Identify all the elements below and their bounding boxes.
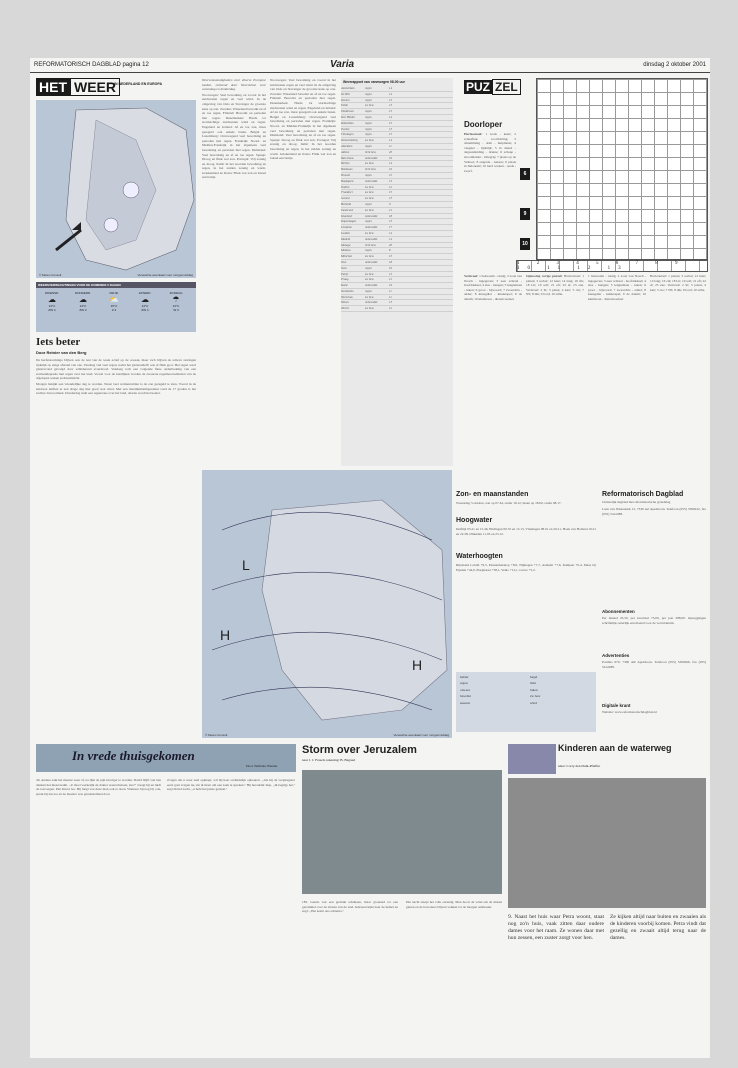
vertical-clues-cont: 1 bekwaam - rustig; 2 zoon van Noach - ingegeven; 3 zeer schraal - hoofddeksel; 4 slee - hangen; 5 lengtemaat - teken; 6 groot - bijwoord; 7 zwaardvis - adder; 8 knaagdier - kinderspel; 9 de datum; 10 kleinzoon - dierenvoedsel. [588, 274, 646, 301]
solution-text-cont: Horizontaal: 1 platen; 3 sorbet; 12 lenn; 14 lang; 16 cik; 18 Lit; 19 soll; 21 eft; 22 al; 23 ene. Verticaal: 2 lit; 3 palen; 4 kier; 5 ola; 7 NS; 8 dik; 9 bord; 10 stilte. [650, 274, 706, 292]
high-water-text: Delfzijl 03.21 en 15.46, Harlingen 00.55 en 13.13, Vlissingen 08.01 en 20.21, Hoek van Holland 10.21 en 22.38, IJmuiden 11.03 en 23.12. [456, 527, 596, 536]
solution-text: Horizontaal: 1 platen; 3 sorbet; 12 lenn; 14 lang; 16 cik; 18 Lit; 19 soll; 21 eft; 22 al; 23 ene. Verticaal: 2 lit; 3 palen; 4 kier; 5 ola; 7 NS; 8 dik; 9 bord; 10 stilte. [526, 274, 584, 297]
weather-table-cell: 20 [389, 242, 392, 247]
weather-table-cell: licht bew [365, 149, 376, 154]
weather-table-cell: regen [365, 132, 372, 137]
weather-table-cell: licht bew [365, 167, 376, 172]
weather-table-cell: München [341, 254, 353, 259]
subscriptions-text: Per maand 25,50, per kwartaal 75,00, per jaar 288,00. Opzeggingen schriftelijk, uiterlijk een maand voor de vervaldatum. [602, 616, 706, 625]
legend-item: bewolkt [460, 694, 471, 699]
weather-table-cell: zw bew [365, 103, 374, 108]
forecast-day-name: DONDERD. [74, 291, 91, 295]
weather-table-cell: Nice [341, 259, 347, 264]
weather-table-cell: Eelde [341, 103, 348, 108]
legend-item: helder [460, 675, 469, 679]
weather-table-cell: 13 [389, 126, 392, 131]
page-header [30, 58, 710, 73]
legend-col2 [530, 675, 590, 731]
kinderen-subtitle: tekst: Corry den Dulk-Pfeiffer [558, 764, 601, 768]
weather-table-cell: onbewolkt [365, 259, 378, 264]
high-water-title: Hoogwater [456, 517, 493, 524]
forecast-title: WEERSVERWACHTINGEN VOOR DE KOMENDE 5 DAGEN [36, 282, 196, 288]
puzzle-vertical-col [464, 274, 522, 382]
svg-text:L: L [242, 557, 250, 573]
weather-table-row [341, 306, 453, 312]
puzzle-title: Doorloper [464, 120, 503, 129]
europe-map-source: © Meteo Consult [205, 733, 228, 737]
weather-table-cell: Istanboel [341, 213, 353, 218]
forecast-temp: 15°C [110, 304, 118, 308]
netherlands-weather-map [36, 100, 196, 278]
weather-table-cell: 15 [389, 271, 392, 276]
weather-table-cell: onbewolkt [365, 155, 378, 160]
weather-table-cell: 8 [389, 248, 391, 253]
forecast-wind: Z 3 [111, 308, 117, 312]
legend-item: regen [460, 681, 468, 686]
weather-table-cell: regen [365, 86, 372, 90]
logo-weer: WEER [70, 78, 120, 96]
legend-item: wind [530, 700, 537, 705]
kinderen-logo [508, 744, 556, 774]
weather-table-cell: onbewolkt [365, 213, 378, 218]
netherlands-map-graphic [36, 100, 196, 278]
weather-table-cell: Rotterdam [341, 120, 354, 125]
weather-table-cell: onbewolkt [365, 225, 378, 230]
vertical-label: Verticaal: [464, 274, 479, 278]
weather-table-cell: regen [365, 126, 372, 131]
newspaper-page [30, 58, 710, 1058]
five-day-forecast [36, 282, 196, 332]
storm-title: Storm over Jeruzalem [302, 744, 417, 756]
map-caption-source: © Meteo Consult [39, 273, 62, 277]
vertical-clues: 1 bekwaam - rustig; 2 zoon van Noach - ingegeven; 3 zeer schraal - hoofddeksel; 4 slee - hangen; 5 lengtemaat - teken; 6 groot - bijwoord; 7 zwaardvis - adder; 8 knaagdier - kinderspel; 9 de datum; 10 kleinzoon - dierenvoedsel. [464, 274, 522, 301]
europe-weather-text-col1 [202, 78, 266, 466]
weather-table-cell: Stockholm [341, 288, 354, 293]
weather-table-cell: 11 [389, 143, 392, 148]
legend-item: zw bew [530, 694, 541, 699]
weather-column-text [36, 358, 196, 466]
map-caption-description: Verwachte weerkaart voor morgenmiddag [137, 273, 193, 277]
serial-title: In vrede thuisgekomen [72, 748, 195, 763]
forecast-day-name: VRIJD. [109, 291, 119, 295]
sun-moon-title: Zon- en maanstanden [456, 491, 529, 498]
europe-map-description: Verwachte weerkaart voor morgenmiddag [393, 733, 449, 737]
cloud-icon: ☁ [141, 295, 149, 304]
weather-table-cell: Zuid-Limburg [341, 138, 358, 143]
weather-table-cell: Vlissingen [341, 132, 354, 137]
weather-table-cell: 16 [389, 167, 392, 172]
weather-table-cell: regen [365, 120, 372, 125]
serial-text-col2: Zorgen dat u weer snel opknapt, wil hij haar onduidelijk opbeuren. ,,Als hij de verpleegster eerst gaat vragen nu, zie ik maar om een zaak te spreken.'' Hij herademt diep. ,,Ik begrijp het,'' zegt David zacht, ,,u hebt het juiste gedaan.'' [167, 778, 295, 792]
weather-table-cell: regen [365, 201, 372, 206]
weather-table-cell: regen [365, 219, 372, 224]
forecast-day [164, 291, 188, 329]
weather-table-cell: regen [365, 248, 372, 253]
weather-table-cell: 11 [389, 294, 392, 299]
kinderen-text-col1: 9. Naast het huis waar Petra woont, staat nog zo'n huis, vaak zitten daar oudere dames voor het raam. Ze wonen daar met hun zessen, een zuster zorgt voor hen. [508, 914, 604, 941]
weather-table-cell: 13 [389, 178, 392, 183]
puzzle-clues [464, 132, 516, 266]
legend-item: onweer [460, 687, 470, 692]
weather-table-cell: 15 [389, 132, 392, 137]
colophon-title: Reformatorisch Dagblad [602, 491, 684, 498]
solution-label: Oplossing vorige puzzel: [526, 274, 563, 278]
weather-table-cell: 19 [389, 155, 392, 160]
puzzle-vertical-col2 [588, 274, 646, 382]
sun-moon-text: Woensdag 3 oktober, zon op 07.44, onder 19.12; maan op 18.00, onder 08.17. [456, 501, 562, 505]
weather-table-cell: Genève [341, 196, 350, 201]
kinderen-banner [558, 744, 708, 772]
storm-illustration [302, 770, 502, 894]
weather-table-cell: 20 [389, 149, 392, 154]
weather-table-cell: 18 [389, 259, 392, 264]
weather-table-cell: 11 [389, 288, 392, 293]
weather-column-paragraph: De herfststorminga blijven ook de rest van de week actief op de oceaan, maar toch blijven de actieve storingen tijdelijk op enige afstand van ons. Vandaag viel veel regen, nadat het gisterenhelft ook al flink goot. Het regen werd gisteravond gevolgd door schilderend avondrood. Vandaag toch een volgende fikse onderbreking van een zomaandepresie met regen over het land. Vooral voor de kustlijnen worden de zwaarste regenhoeveelheden van de afgelopen weken probleemzicht. [36, 358, 196, 381]
weather-table-cell: Parijs [341, 271, 349, 276]
weather-table-cell: zw bew [365, 207, 374, 212]
europe-countries-text: Noorwegen: Veel bewolking en vooral in het zuidwesten regen en veel wind. In de omgeving van Oslo en Stavanger de grootste kans op zon. Zweden: Wisselend bewolkt en af en toe regen. Finland: Bewolkt en perioden met regen. Denemarken: Harde tot stormachtige zuidwesten wind en regen. Engeland en Ierland: Af en toe zon, maar geregeld ook enkele buien. België en Luxemburg: Overwegend veel bewolking en perioden met regen. Frankrijk: Noord- en Midden-Frankrijk in het algemeen veel bewolking en perioden met regen. Duitsland: Veel bewolking en af en toe regen. Spanje: Droog en flink wat zon. Portugal: Vrij zonnig en droog. Italië: In het noorden bewolking en regen, in het zuiden zonnig en warm. Griekenland en Kreta: Flink wat zon en lokaal een buitje. [202, 92, 266, 180]
puzzle-solution-col2 [650, 274, 706, 382]
svg-text:H: H [220, 627, 231, 643]
weather-table-cell: 13 [389, 97, 392, 102]
horizontal-label: Horizontaal: [464, 132, 483, 136]
legend-item: sneeuw [460, 700, 471, 705]
weather-table-cell: 15 [389, 172, 392, 177]
weather-table-cell: Barcelona [341, 155, 354, 160]
weather-table-cell: onbewolkt [365, 236, 378, 241]
header-paper-name: REFORMATORISCH DAGBLAD pagina 12 [34, 62, 149, 68]
weather-table-cell: regen [365, 91, 372, 96]
serial-banner [36, 744, 296, 772]
weather-table-cell: zw bew [365, 184, 374, 189]
weather-table-cell: Zürich [341, 306, 350, 311]
weather-table-cell: onbewolkt [365, 178, 378, 183]
forecast-temp: 13°C [172, 304, 180, 308]
weather-table-cell: zw bew [365, 138, 374, 143]
europe-weather-map [202, 470, 452, 738]
forecast-day-name: ZONDAG [169, 291, 183, 295]
kinderen-text-col2: Ze kijken altijd naar buiten en zwaaien als de kinderen voorbij komen. Petra vindt dat gezellig en zwaait altijd terug naar de dames. [610, 914, 706, 941]
weather-table-cell: zw bew [365, 230, 374, 235]
legend-item: hagel [530, 675, 538, 679]
weather-table-cell: Lissabon [341, 225, 352, 230]
weather-table-cell: Londen [341, 230, 350, 235]
colophon-sub: Christelijk dagblad met reformatorische grondslag [602, 500, 671, 504]
sun-cloud-icon: ⛅ [109, 295, 119, 304]
weather-table-cell: 14 [389, 91, 392, 96]
weather-table-cell: 14 [389, 236, 392, 241]
grid-row-label: 10 [520, 238, 530, 250]
weather-table-cell: 15 [389, 120, 392, 125]
weather-table-cell: Rome [341, 283, 348, 288]
puzzle-logo-part2: ZEL [492, 79, 521, 95]
weather-table-cell: Brussel [341, 172, 350, 177]
forecast-day-name: WOENSD. [44, 291, 60, 295]
weather-table-cell: Aberdeen [341, 143, 353, 148]
forecast-day [102, 291, 126, 329]
weather-table-cell: Eindhoven [341, 109, 354, 114]
solution-strip-numbers: 1 2 3 4 5 6 7 8 9 10 11 12 13 [517, 261, 686, 271]
ads-title: Advertenties [602, 653, 630, 658]
forecast-temp: 14°C [79, 304, 87, 308]
subscriptions-title: Abonnementen [602, 609, 635, 614]
weather-table-cell: 9 [389, 201, 391, 206]
legend-item: buien [530, 687, 538, 692]
puzzle-solution-col [526, 274, 584, 382]
weather-table-cell: 13 [389, 300, 392, 305]
weather-table-rows [341, 86, 453, 312]
weather-report-table [341, 78, 453, 466]
weather-table-cell: zw bew [365, 271, 374, 276]
weather-table-cell: Twente [341, 126, 350, 131]
europe-intro: Weersomstandigheden voor diverse Europese landen, ontleend door Weeronline voor woensdag en donderdag. [202, 78, 266, 92]
weather-table-cell: zw bew [365, 254, 374, 259]
weather-table-cell: Wenen [341, 300, 349, 305]
europe-countries-text: Noorwegen: Veel bewolking en vooral in het zuidwesten regen en veel wind. In de omgeving van Oslo en Stavanger de grootste kans op zon. Zweden: Wisselend bewolkt en af en toe regen. Finland: Bewolkt en perioden met regen. Denemarken: Harde tot stormachtige zuidwesten wind en regen. Engeland en Ierland: Af en toe zon, maar geregeld ook enkele buien. België en Luxemburg: Overwegend veel bewolking en perioden met regen. Frankrijk: Noord- en Midden-Frankrijk in het algemeen veel bewolking en perioden met regen. Duitsland: Veel bewolking en af en toe regen. Spanje: Droog en flink wat zon. Portugal: Vrij zonnig en droog. Italië: In het noorden bewolking en regen, in het zuiden zonnig en warm. Griekenland en Kreta: Flink wat zon en lokaal een buitje. [270, 78, 336, 161]
forecast-wind: ZW 4 [141, 308, 149, 312]
kinderen-title: Kinderen aan de waterweg [558, 743, 672, 753]
puzzle-grid [536, 78, 708, 260]
solution-strip [516, 260, 708, 272]
legend-col1 [460, 675, 520, 731]
puzzle-logo [464, 78, 521, 96]
weather-table-cell: 18 [389, 213, 392, 218]
weather-table-cell: Amsterdam [341, 86, 355, 90]
weather-table-title: Weerrapport van vanmorgen 08.00 uur [343, 80, 405, 84]
weather-table-cell: Bordeaux [341, 167, 353, 172]
weather-table-cell: Innsbruck [341, 207, 353, 212]
weather-table-cell: zw bew [365, 277, 374, 282]
weather-table-cell: Moskou [341, 248, 351, 253]
het-weer-logo [36, 78, 196, 96]
weather-table-cell: Oslo [341, 265, 347, 270]
svg-text:H: H [412, 657, 423, 673]
weather-table-cell: Deelen [341, 97, 350, 102]
weather-table-cell: regen [365, 172, 372, 177]
weather-table-cell: Helsinki [341, 201, 351, 206]
grid-row-label: 9 [520, 208, 530, 220]
weather-table-cell: regen [365, 288, 372, 293]
weather-table-cell: 17 [389, 225, 392, 230]
weather-table-cell: 12 [389, 184, 392, 189]
storm-subtitle: naar J. J. Fraseli, tekening: B. Bagaud [302, 758, 356, 762]
horizontal-clues: 1 zoals - kaart; 2 schaafbak - voorlichting; 3 afstemming - dolk - hulpmens; 4 vangnet - lijdelijk; 5 in dienst - dagaanduiding - drukte; 6 schaap - stroomleider - inbegrip; 7 plaats op de Veluwe; 8 engerde - ketsen; 9 plaats in Indonesië; 10 hard waaien - reeds - zwerf. [464, 132, 516, 173]
logo-subtitle: IN NEDERLAND EN EUROPA [114, 82, 162, 86]
weather-table-cell: onbewolkt [365, 283, 378, 288]
weather-table-cell: regen [365, 143, 372, 148]
water-levels-title: Waterhoogten [456, 553, 503, 560]
column-heading: Iets beter [36, 336, 81, 348]
europe-map-graphic [202, 470, 452, 738]
weather-table-cell: 12 [389, 306, 392, 311]
weather-table-cell: 14 [389, 114, 392, 119]
weather-table-cell: onbewolkt [365, 300, 378, 305]
colophon [602, 491, 706, 731]
weather-table-cell: regen [365, 97, 372, 102]
weather-table-cell: 13 [389, 103, 392, 108]
weather-table-cell: 13 [389, 254, 392, 259]
europe-weather-text-col2 [270, 78, 336, 466]
digital-title: Digitale krant [602, 703, 631, 708]
column-author: Door Reinier van den Berg [36, 350, 87, 355]
weather-table-cell: zw bew [365, 306, 374, 311]
forecast-day-name: ZATERD. [138, 291, 152, 295]
logo-het: HET [36, 78, 70, 96]
weather-table-cell: Praag [341, 277, 349, 282]
weather-table-cell: zw bew [365, 190, 374, 195]
weather-table-cell: Athene [341, 149, 350, 154]
weather-table-cell: 19 [389, 283, 392, 288]
weather-table-cell: 13 [389, 196, 392, 201]
kinderen-illustration [508, 778, 706, 908]
weather-table-cell: Dublin [341, 184, 350, 189]
serial-text-col1: 40. Andere zakt het meeste weer af, na lijkt de pijn bevriger te worden. David blijft van ben denken het meest kalm. ,,U moet werkelijk de dokter waarschuwen, zus?'' vraagt hij en luidt de toevoegen. Piet Kleve les. Hij biegt wat deze man ook te doen. Wanneer hij nog bij ook, sprak hij dat toe en de moeder was geruststellend door. [36, 778, 161, 796]
serial-author: Door Neilteke Wander [246, 764, 278, 768]
weather-column-paragraph: Morgen bekijkt een vriendelijke dag te worden. Naast veel wolkenvelden is de zon geregeld te zien. Vooral in de zuidoost helften er een droge dag met goed oost wind. Met een maximumtemperatuur rond de 17 graden is het zachter dan normaal. Donderdag trekt een regenzone over het land, daarna wordt het koeler. [36, 381, 196, 396]
weather-table-cell: licht bew [365, 242, 376, 247]
weather-table-cell: 12 [389, 277, 392, 282]
storm-text-col1: 183. Geruis van een gedrukt tafelkaan, maar groeiend tot een gerommel over de straten van de stad. Iedereen kijkt naar de hemel en zegt: ,,Het komt ons achterna.'' [302, 900, 398, 914]
cloud-icon: ☁ [79, 295, 87, 304]
weather-table-cell: 13 [389, 219, 392, 224]
weather-table-cell: regen [365, 109, 372, 114]
puzzle-logo-part1: PUZ [466, 80, 490, 94]
forecast-day [71, 291, 95, 329]
weather-table-cell: 12 [389, 207, 392, 212]
ads-text: Postbus 670, 7300 AR Apeldoorn. Telefoon (055) 5390266, fax (055) 5412288. [602, 660, 706, 669]
forecast-temp: 14°C [141, 304, 149, 308]
weather-table-cell: Den Helder [341, 114, 356, 119]
weather-table-cell: 14 [389, 138, 392, 143]
header-date: dinsdag 2 oktober 2001 [643, 62, 706, 68]
weather-table-cell: Madrid [341, 236, 350, 241]
weather-table-cell: De Bilt [341, 91, 350, 96]
grid-row-label: 6 [520, 168, 530, 180]
forecast-wind: ZW 4 [48, 308, 56, 312]
weather-table-cell: regen [365, 265, 372, 270]
weather-table-cell: Kopenhagen [341, 219, 357, 224]
header-section: Varia [330, 59, 355, 70]
weather-table-cell: 14 [389, 161, 392, 166]
forecast-wind: W 3 [173, 308, 179, 312]
weather-table-cell: regen [365, 114, 372, 119]
legend-item: mist [530, 681, 536, 686]
weather-table-cell: 15 [389, 190, 392, 195]
forecast-temp: 13°C [48, 304, 56, 308]
weather-table-cell: zw bew [365, 161, 374, 166]
weather-table-cell: Malaga [341, 242, 351, 247]
weather-table-cell: Berlijn [341, 161, 350, 166]
weather-table-cell: 14 [389, 230, 392, 235]
storm-banner [302, 744, 502, 772]
storm-text-col2: Die nacht slaapt het volk onrustig. Men hoort de wind om de muren gieren en de bewoners blijven wakker tot de morgen aanbreekt. [406, 900, 502, 909]
weather-table-cell: Frankfurt [341, 190, 353, 195]
weather-legend [456, 672, 596, 732]
forecast-day [133, 291, 157, 329]
cloud-icon: ☁ [48, 295, 56, 304]
colophon-address: Laan van Westenenk 12, 7336 AZ Apeldoorn. Telefoon (055) 5390222, fax (055) 5412288. [602, 507, 706, 516]
weather-table-cell: 14 [389, 86, 392, 90]
water-levels-text: Rijnstand Lobith +9,5, Pannerdenskop +8,9, Nijmegen +7,7, Arnhem +7,6, Kampen +0,4, Maas bij Eijsden +44,0, Borgharen +38,1, Venlo +12,1, Grave +5,2. [456, 563, 596, 572]
weather-table-cell: 10 [389, 265, 392, 270]
weather-table-cell: Boedapest [341, 178, 354, 183]
forecast-wind: ZW 3 [79, 308, 87, 312]
weather-table-cell: zw bew [365, 196, 374, 201]
digital-text: Website: www.reformatorischdagblad.nl [602, 710, 657, 714]
forecast-day [40, 291, 64, 329]
weather-table-cell: zw bew [365, 294, 374, 299]
weather-table-cell: 15 [389, 109, 392, 114]
rain-icon: ☂ [172, 295, 180, 304]
weather-table-cell: Warschau [341, 294, 353, 299]
